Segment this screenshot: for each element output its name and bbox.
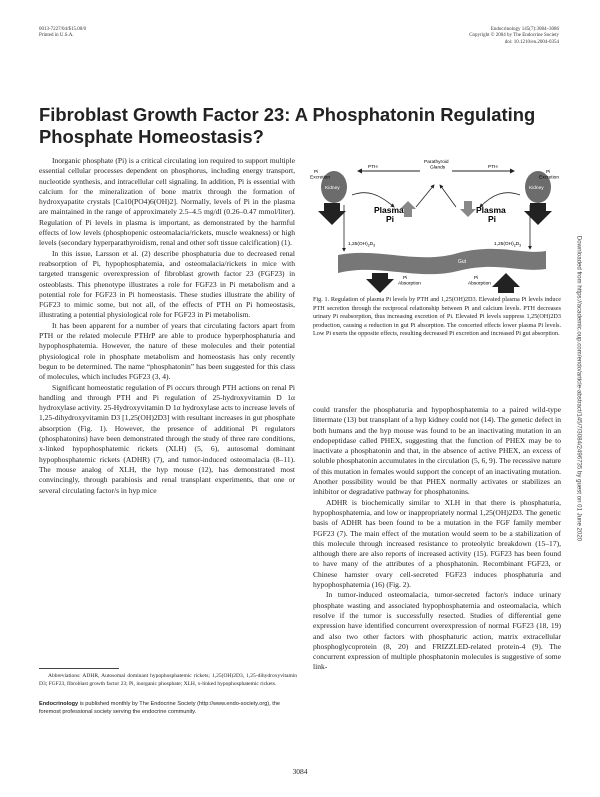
doi-line: doi: 10.1210/en.2004-0354 [504,39,559,45]
absorption-arrow-right [492,273,520,293]
absorption-arrow-left [366,273,394,293]
figure-caption: Fig. 1. Regulation of plasma Pi levels by PTH and 1,25(OH)2D3. Elevated plasma Pi levels induce PTH secretion through the reciprocal relationship between Pi and calcium levels. PTH decreases urinary Pi reabsorption, thus increasing excretion of Pi. Elevated Pi levels suppress 1,25(OH)2D3 production, causing a reduction in gut Pi absorption. The concerted effects lower plasma Pi levels. Low Pi exerts the opposite effects, resulting decreased Pi excretion and increased Pi gut absorption. [313,296,561,338]
download-watermark-text: Downloaded from https://academic.oup.com/endo/article-abstract/145/7/3084/2496735 by guest on 01 June 2020 [575,235,583,542]
excretion-arrow-right [524,203,552,225]
parathyroid-label: Parathyroid Glands [424,160,449,171]
feedback-arrow-left [416,185,434,207]
copyright-line: Copyright © 2004 by The Endocrine Society [469,33,559,39]
gut-shape [338,249,546,274]
kidney-left-label: Kidney [325,186,340,191]
footnote-rule [39,668,119,669]
gut-label: Gut [458,259,467,265]
paragraph: could transfer the phosphaturia and hypophosphatemia to a paired wild-type littermate (13) but transplant of a hyp kidney could not (14). The genetic defect in both humans and the hyp mouse was found to be an inactivating mutation in an endopeptidase called PHEX, suggesting that the function of PHEX may be to inactivate a phosphatonin and that, in the absence of active PHEX, an excess of soluble phosphatonin accumulates in the circulation (5, 6, 9). The recessive nature of this mutation in females would support the concept of an inactivating mutation. Another possibility would be that PHEX normally activates or stabilizes an inhibitor or degradative pathway for phosphatonins. [313,405,561,497]
vitd-right-label: $1,25(OH)_2D_3$ [494,242,522,248]
feedback-arrow-right [440,185,456,207]
plasma-pi-right-label: Plasma Pi [476,205,506,224]
plasma-pi-left-label: Plasma Pi [374,205,404,224]
paragraph: In this issue, Larsson et al. (2) describe phosphaturia due to decreased renal reabsorption of Pi, hypophosphatemia, and osteomalacia/rickets in mice with targeted transgenic overexpression of fibroblast growth factor 23 (FGF23) in osteoblasts. This phenotype illustrates a role for FGF23 in Pi metabolism and a potential role for FGF23 in Pi homeostasis. These studies illustrate the ability of FGF23 to mimic some, but not all, of the effects of PTH on Pi homeostasis, illustrating a potential physiological role for FGF23 in Pi metabolism. [39,248,295,320]
excretion-arrow-left [318,203,346,225]
pth-left-label: PTH [368,165,378,170]
pi-absorption-right-label: Pi Absorption [468,276,491,287]
citation-line: Endocrinology 145(7):3084–3086 [490,27,559,32]
pth-right-label: PTH [488,165,498,170]
journal-code [39,27,86,40]
journal-name: Endocrinology [39,701,79,707]
left-column [39,156,295,496]
publisher-note [39,701,297,716]
figure-1-diagram [308,155,564,297]
abbreviations-footnote: Abbreviations: ADHR, Autosomal dominant hypophosphatemic rickets; 1,25(OH)2D3, 1,25-dihydroxyvitamin D3; FGF23, fibroblast growth factor 23; Pi, inorganic phosphate; XLH, x-linked hypophosphatemic rickets. [39,673,297,687]
issn-line: 0013-7227/04/$15.00/0 [39,27,87,32]
article-title: Fibroblast Growth Factor 23: A Phosphatonin Regulating Phosphate Homeostasis? [39,104,536,147]
paragraph: Significant homeostatic regulation of Pi occurs through PTH actions on renal Pi handling and through PTH and Pi regulation of 25-hydroxyvitamin D 1α hydroxylase activity. 25-Hydroxyvitamin D 1α hydroxylase acts to increase levels of 1,25-dihydroxyvitamin D3 [1,25(OH)2D3] with resultant increases in gut phosphate absorption (Fig. 1). However, the presence of additional Pi regulators (phosphatonins) have been demonstrated through the study of three rare conditions, x-linked hypophosphatemic rickets (XLH) (5, 6), autosomal dominant hypophosphatemic rickets (ADHR) (7), and tumor-induced osteomalacia (8–11). The mouse analog of XLH, the hyp mouse (12), has demonstrated most convincingly, through parabiosis and renal transplant experiments, that one or several circulating factor/s in hyp mice [39,382,296,495]
publisher-note-text: is published monthly by The Endocrine Society (http://www.endo-society.org), the foremost professional society serving the endocrine community. [39,701,281,715]
download-watermark [574,157,586,627]
paragraph: Inorganic phosphate (Pi) is a critical circulating ion required to support multiple essential cellular processes dependent on phosphorus, including energy transport, nucleotide synthesis, and intracellular cell signaling. In addition, Pi is essential with calcium for the mineralization of bone matrix through the formation of hydroxyapatite crystals [Ca10(PO4)6(OH)2]. Normally, levels of Pi in the plasma are maintained in the range of approximately 2.5–4.5 mg/dl (0.26–0.47 mmol/liter). Regulation of Pi levels in plasma is important, as demonstrated by the harmful effects of low levels (phosphopenic osteomalacia/rickets, muscle weakness) or high levels (secondary hyperparathyroidism, renal and other soft tissue calcification) (1). [39,156,295,248]
paragraph: It has been apparent for a number of years that circulating factors apart from PTH or the related molecule PTHrP are able to produce hyperphosphaturia and hypophosphatemia. However, the nature of these molecules and their potential physiological role in phosphate metabolism and homeostasis has only recently begun to be determined. The name “phosphatonin” has been suggested for this class of molecules, which includes FGF23 (3, 4). [39,320,295,382]
printed-line: Printed in U.S.A. [39,33,74,39]
kidney-right-label: Kidney [529,186,544,191]
paragraph: ADHR is biochemically similar to XLH in that there is phosphaturia, hypophosphatemia, and low or inappropriately normal 1,25(OH)2D3. The genetic basis of ADHR has been found to be a mutation in the FGF family member FGF23 (7). The main effect of the mutation would seem to be a stabilization of this molecule through increased resistance to proteolytic breakdown (15–17), although there are also reports of increased activity (15). FGF23 has been found to have many of the attributes of a phosphatonin. Recombinant FGF23, or Chinese hamster ovary cell-secreted FGF23 induces phosphaturia and hypophosphatemia (16) (Fig. 2). [313,497,561,590]
pi-excretion-left-label: Pi Excretion [310,170,330,181]
pi-excretion-right-label: Pi Excretion [539,170,559,181]
right-column [313,405,561,673]
paragraph: In tumor-induced osteomalacia, tumor-secreted factor/s induce urinary phosphate wasting and associated hypophosphatemia and osteomalacia, which resolve if the tumor is successfully resected. Studies of differential gene expression have identified concurrent overexpression of normal FGF23 (18, 19) and also two other factors with phosphaturic action, matrix extracellular phosphoglycoprotein (8, 20) and FRIZZLED-related protein-4 (9). The concurrent expression of multiple phosphatonin molecules is suggestive of some link- [313,590,561,672]
page-number: 3084 [292,767,308,776]
journal-citation [469,27,559,46]
vitd-left-label: $1,25(OH)_2D_3$ [348,242,376,248]
pi-absorption-left-label: Pi Absorption [398,276,421,287]
plasma-down-arrow [460,201,476,217]
